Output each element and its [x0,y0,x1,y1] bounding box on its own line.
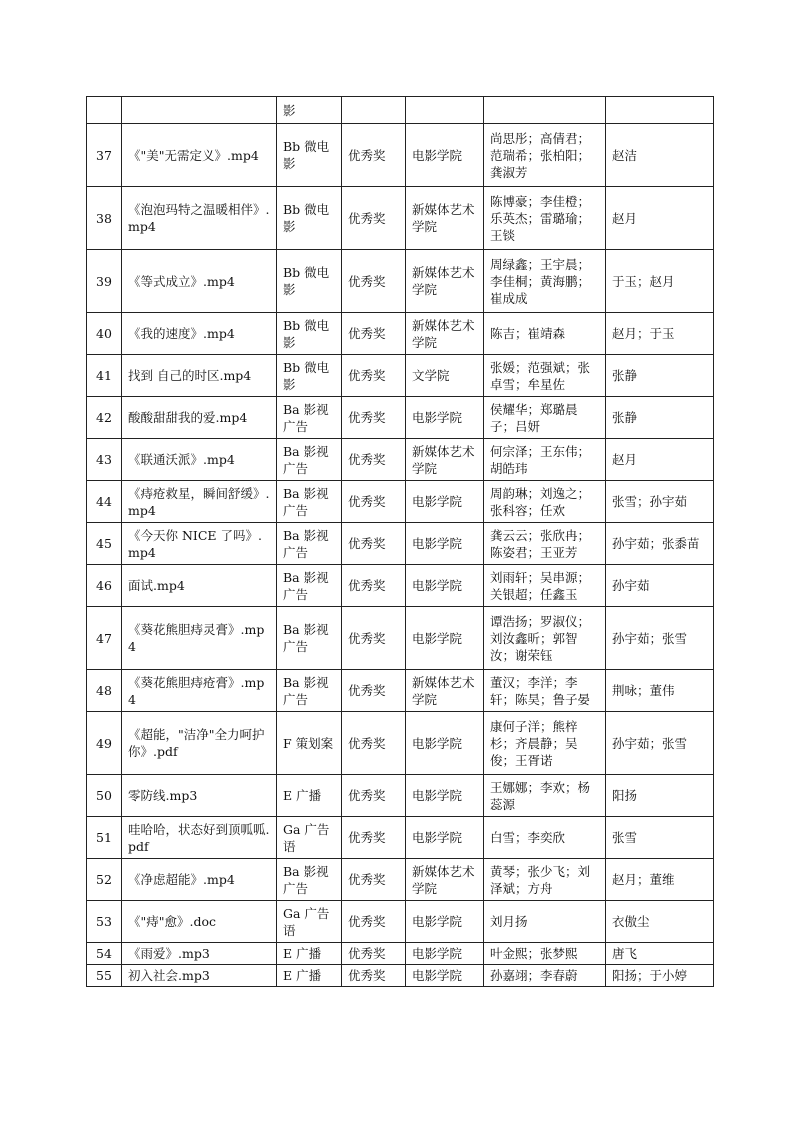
work-category: Ba 影视广告 [277,481,342,523]
school-name: 电影学院 [406,523,484,565]
authors-list: 董汉；李洋；李轩；陈昊；鲁子晏 [484,670,606,712]
work-category: Ba 影视广告 [277,397,342,439]
award-level: 优秀奖 [342,965,406,987]
award-level: 优秀奖 [342,523,406,565]
authors-list: 刘月扬 [484,901,606,943]
table-row [87,607,714,670]
advisor-name: 张雪；孙宇茹 [606,481,714,523]
table-row [87,313,714,355]
entry-number: 49 [87,712,122,775]
school-name: 电影学院 [406,775,484,817]
school-name: 新媒体艺术学院 [406,670,484,712]
entry-number: 45 [87,523,122,565]
school-name: 新媒体艺术学院 [406,439,484,481]
table-row [87,943,714,965]
entry-number: 38 [87,187,122,250]
work-title: 酸酸甜甜我的爱.mp4 [122,397,277,439]
work-category: Bb 微电影 [277,355,342,397]
authors-list: 康何子洋；熊梓杉；齐晨静；吴俊；王胥诺 [484,712,606,775]
award-level: 优秀奖 [342,481,406,523]
awards-table [86,96,714,987]
work-title: 《"美"无需定义》.mp4 [122,124,277,187]
school-name: 电影学院 [406,943,484,965]
advisor-name: 孙宇茹；张雪 [606,607,714,670]
table-body [87,97,714,987]
school-name: 文学院 [406,355,484,397]
school-name: 电影学院 [406,124,484,187]
award-level: 优秀奖 [342,250,406,313]
table-row [87,859,714,901]
authors-list: 陈吉；崔靖森 [484,313,606,355]
table-row [87,523,714,565]
school-name: 新媒体艺术学院 [406,187,484,250]
entry-number: 39 [87,250,122,313]
advisor-name: 赵月 [606,187,714,250]
award-level: 优秀奖 [342,187,406,250]
table-row [87,397,714,439]
advisor-name: 荆咏；董伟 [606,670,714,712]
work-category: Bb 微电影 [277,124,342,187]
work-title: 找到 自己的时区.mp4 [122,355,277,397]
table-row [87,712,714,775]
school-name: 新媒体艺术学院 [406,250,484,313]
work-title: 初入社会.mp3 [122,965,277,987]
table-row [87,355,714,397]
award-level: 优秀奖 [342,607,406,670]
work-category: Bb 微电影 [277,250,342,313]
school-name: 电影学院 [406,817,484,859]
advisor-name: 孙宇茹 [606,565,714,607]
award-level: 优秀奖 [342,124,406,187]
school-name: 新媒体艺术学院 [406,313,484,355]
advisor-name: 赵月；于玉 [606,313,714,355]
work-category: Ba 影视广告 [277,607,342,670]
work-category: F 策划案 [277,712,342,775]
work-category: Ba 影视广告 [277,670,342,712]
work-title [122,97,277,124]
award-level: 优秀奖 [342,775,406,817]
award-level: 优秀奖 [342,943,406,965]
work-title: 面试.mp4 [122,565,277,607]
work-title: 《葵花熊胆痔疮膏》.mp4 [122,670,277,712]
entry-number: 42 [87,397,122,439]
advisor-name: 孙宇茹；张黍苗 [606,523,714,565]
entry-number: 54 [87,943,122,965]
work-category: E 广播 [277,775,342,817]
entry-number: 52 [87,859,122,901]
work-title: 《今天你 NICE 了吗》.mp4 [122,523,277,565]
advisor-name: 衣傲尘 [606,901,714,943]
authors-list: 侯耀华；郑璐晨子；吕妍 [484,397,606,439]
award-level [342,97,406,124]
work-title: 《"痔"愈》.doc [122,901,277,943]
award-level: 优秀奖 [342,355,406,397]
work-title: 《雨爱》.mp3 [122,943,277,965]
award-level: 优秀奖 [342,439,406,481]
award-level: 优秀奖 [342,901,406,943]
authors-list: 周绿鑫；王宇晨；李佳桐；黄海鹏；崔成成 [484,250,606,313]
work-title: 《泡泡玛特之温暖相伴》.mp4 [122,187,277,250]
advisor-name: 赵月 [606,439,714,481]
advisor-name: 赵洁 [606,124,714,187]
entry-number: 51 [87,817,122,859]
work-category: Ba 影视广告 [277,859,342,901]
table-row [87,901,714,943]
table-row [87,124,714,187]
advisor-name: 张雪 [606,817,714,859]
advisor-name: 孙宇茹；张雪 [606,712,714,775]
school-name: 电影学院 [406,565,484,607]
work-category: 影 [277,97,342,124]
school-name: 电影学院 [406,397,484,439]
table-row [87,670,714,712]
entry-number: 47 [87,607,122,670]
entry-number: 37 [87,124,122,187]
work-category: Bb 微电影 [277,187,342,250]
authors-list: 白雪；李奕欣 [484,817,606,859]
authors-list [484,97,606,124]
table-row [87,187,714,250]
school-name: 电影学院 [406,712,484,775]
advisor-name: 赵月；董维 [606,859,714,901]
authors-list: 黄琴；张少飞；刘泽斌；方舟 [484,859,606,901]
entry-number: 50 [87,775,122,817]
school-name: 电影学院 [406,481,484,523]
award-level: 优秀奖 [342,313,406,355]
advisor-name: 唐飞 [606,943,714,965]
school-name [406,97,484,124]
school-name: 电影学院 [406,901,484,943]
work-title: 《净虑超能》.mp4 [122,859,277,901]
award-level: 优秀奖 [342,712,406,775]
entry-number: 43 [87,439,122,481]
authors-list: 王娜娜；李欢；杨蕊源 [484,775,606,817]
entry-number: 53 [87,901,122,943]
authors-list: 周韵琳；刘逸之；张科容；任欢 [484,481,606,523]
table-row [87,817,714,859]
table-row [87,97,714,124]
work-category: Ba 影视广告 [277,439,342,481]
table-row [87,965,714,987]
entry-number: 55 [87,965,122,987]
table-row [87,250,714,313]
school-name: 电影学院 [406,607,484,670]
work-category: Ga 广告语 [277,817,342,859]
entry-number: 48 [87,670,122,712]
entry-number: 46 [87,565,122,607]
advisor-name: 于玉；赵月 [606,250,714,313]
authors-list: 谭浩扬；罗淑仪；刘汝鑫昕；郭智汝；谢荣钰 [484,607,606,670]
work-category: Bb 微电影 [277,313,342,355]
award-level: 优秀奖 [342,817,406,859]
work-category: Ba 影视广告 [277,565,342,607]
table-row [87,565,714,607]
school-name: 新媒体艺术学院 [406,859,484,901]
work-title: 哇哈哈，状态好到顶呱呱.pdf [122,817,277,859]
authors-list: 孙嘉翊；李春蔚 [484,965,606,987]
work-category: E 广播 [277,943,342,965]
work-title: 《我的速度》.mp4 [122,313,277,355]
award-level: 优秀奖 [342,670,406,712]
table-row [87,481,714,523]
work-title: 《超能，"洁净"全力呵护你》.pdf [122,712,277,775]
work-title: 《痔疮救星，瞬间舒缓》.mp4 [122,481,277,523]
award-level: 优秀奖 [342,565,406,607]
entry-number: 41 [87,355,122,397]
authors-list: 张媛；范强斌；张卓雪；牟星佐 [484,355,606,397]
work-category: Ga 广告语 [277,901,342,943]
authors-list: 何宗泽；王东伟；胡皓玮 [484,439,606,481]
work-title: 《等式成立》.mp4 [122,250,277,313]
entry-number [87,97,122,124]
work-title: 《葵花熊胆痔灵膏》.mp4 [122,607,277,670]
authors-list: 陈博豪；李佳橙；乐英杰；雷璐瑜；王锬 [484,187,606,250]
table-row [87,439,714,481]
award-level: 优秀奖 [342,859,406,901]
advisor-name: 阳扬；于小婷 [606,965,714,987]
work-title: 《联通沃派》.mp4 [122,439,277,481]
authors-list: 刘雨轩；吴串源；关银超；任鑫玉 [484,565,606,607]
authors-list: 叶金熙；张梦熙 [484,943,606,965]
authors-list: 尚思彤；高倩君；范瑞希；张柏阳；龚淑芳 [484,124,606,187]
work-category: Ba 影视广告 [277,523,342,565]
authors-list: 龚云云；张欣冉；陈姿君；王亚芳 [484,523,606,565]
advisor-name: 张静 [606,355,714,397]
advisor-name [606,97,714,124]
award-level: 优秀奖 [342,397,406,439]
entry-number: 44 [87,481,122,523]
work-category: E 广播 [277,965,342,987]
entry-number: 40 [87,313,122,355]
table-row [87,775,714,817]
school-name: 电影学院 [406,965,484,987]
work-title: 零防线.mp3 [122,775,277,817]
advisor-name: 张静 [606,397,714,439]
advisor-name: 阳扬 [606,775,714,817]
